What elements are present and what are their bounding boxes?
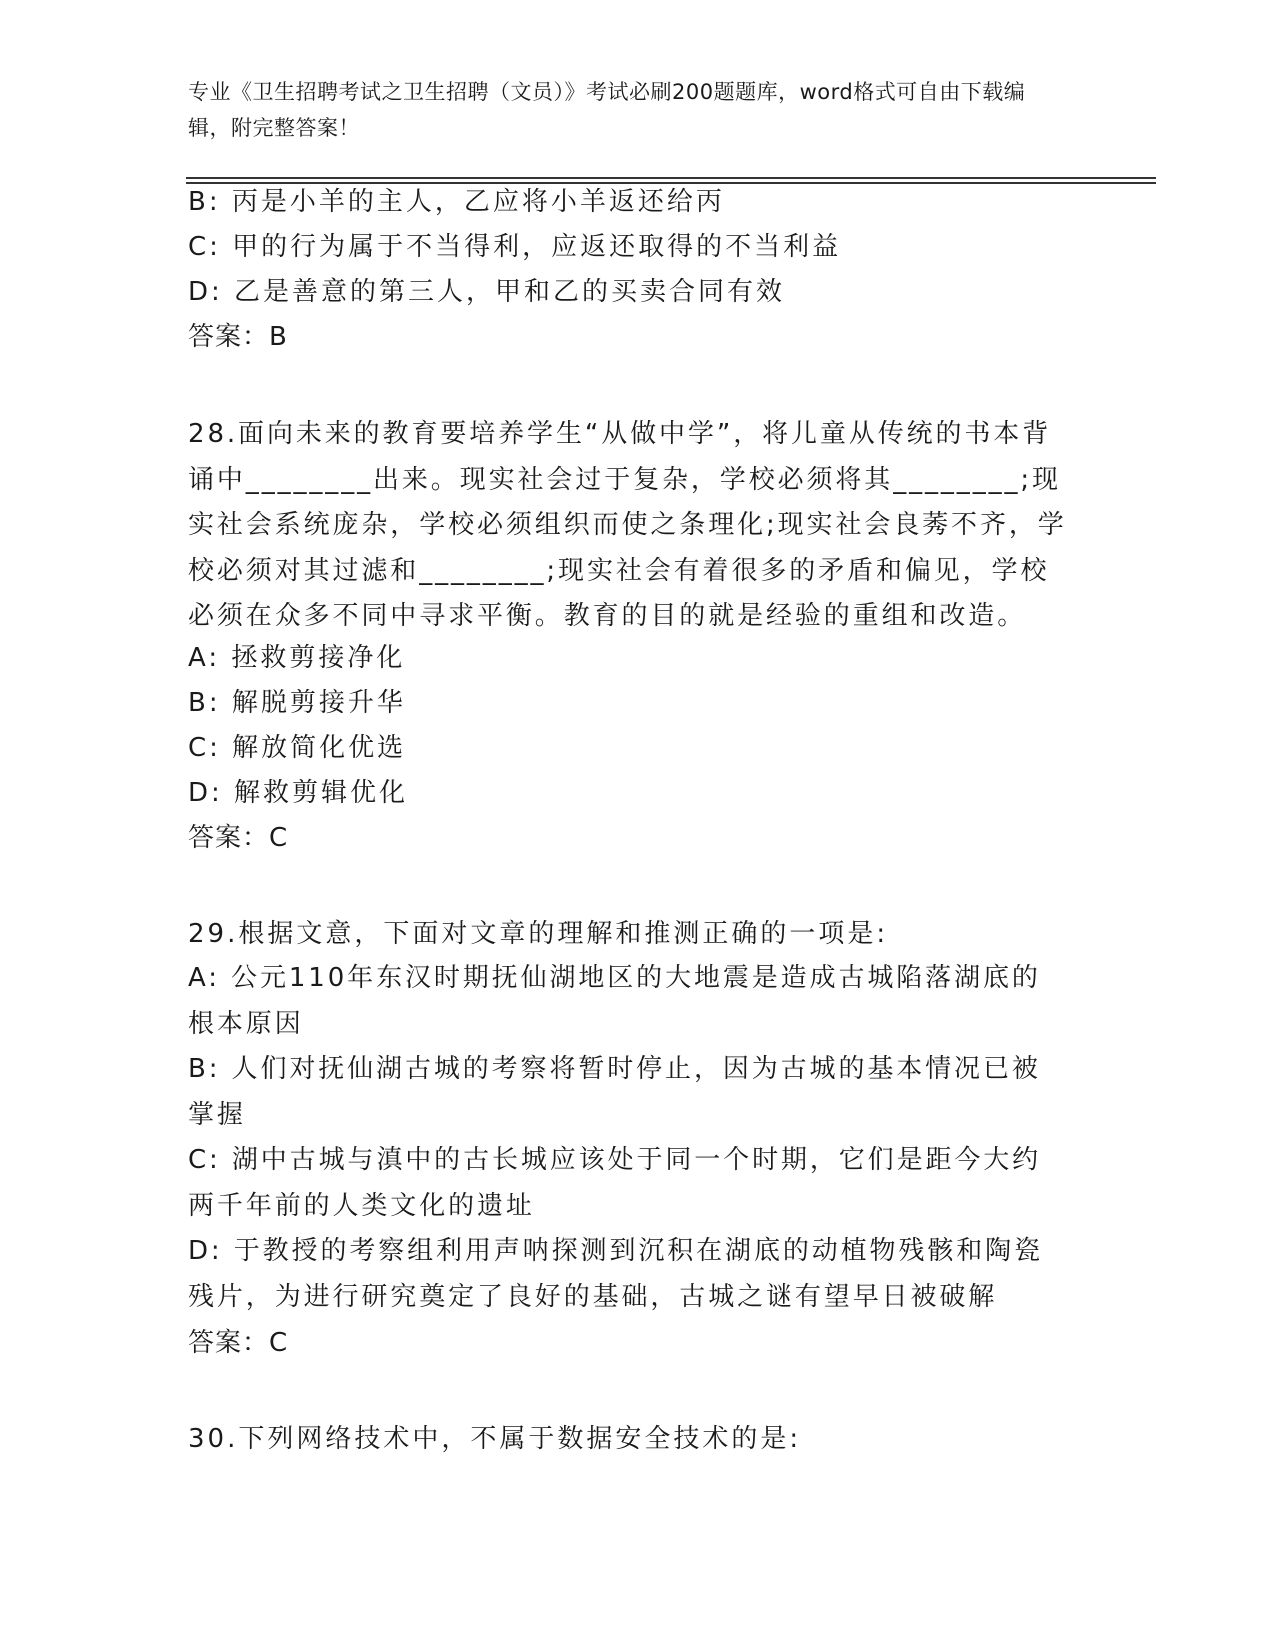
q28-stem: 28.面向未来的教育要培养学生“从做中学”，将儿童从传统的书本背诵中________出来。现实社会过于复杂，学校必须将其________;现实社会系统庞杂，学校必须组织而使之条理化;现实社会良莠不齐，学校必须对其过滤和________;现实社会有着很多的矛盾和偏见，学校必须在众多不同中寻求平衡。教育的目的就是经验的重组和改造。 xyxy=(188,419,1067,631)
q28-option-d: D: 解救剪辑优化 xyxy=(188,778,409,808)
q27-option-c: C: 甲的行为属于不当得利，应返还取得的不当利益 xyxy=(188,232,842,262)
q27-option-b: B: 丙是小羊的主人，乙应将小羊返还给丙 xyxy=(188,187,725,217)
q28-option-b: B: 解脱剪接升华 xyxy=(188,688,406,718)
q29-option-a: A: 公元110年东汉时期抚仙湖地区的大地震是造成古城陷落湖底的根本原因 xyxy=(188,963,1041,1039)
q27-option-d: D: 乙是善意的第三人，甲和乙的买卖合同有效 xyxy=(188,277,786,307)
q29-option-d: D: 于教授的考察组利用声呐探测到沉积在湖底的动植物残骸和陶瓷残片，为进行研究奠定了良好的基础，古城之谜有望早日被破解 xyxy=(188,1236,1043,1312)
q29-option-c: C: 湖中古城与滇中的古长城应该处于同一个时期，它们是距今大约两千年前的人类文化的遗址 xyxy=(188,1145,1042,1221)
q29-option-b: B: 人们对抚仙湖古城的考察将暂时停止，因为古城的基本情况已被掌握 xyxy=(188,1054,1041,1130)
q30-stem: 30.下列网络技术中，不属于数据安全技术的是: xyxy=(188,1424,802,1454)
q29-stem: 29.根据文意，下面对文章的理解和推测正确的一项是: xyxy=(188,919,889,949)
q29-answer: 答案：C xyxy=(188,1328,289,1358)
document-header: 专业《卫生招聘考试之卫生招聘（文员）》考试必刷200题题库，word格式可自由下载编辑，附完整答案！ xyxy=(188,80,1026,140)
q27-answer: 答案：B xyxy=(188,322,288,352)
q28-answer: 答案：C xyxy=(188,823,289,853)
q28-option-a: A: 拯救剪接净化 xyxy=(188,643,406,673)
q28-option-c: C: 解放简化优选 xyxy=(188,733,407,763)
